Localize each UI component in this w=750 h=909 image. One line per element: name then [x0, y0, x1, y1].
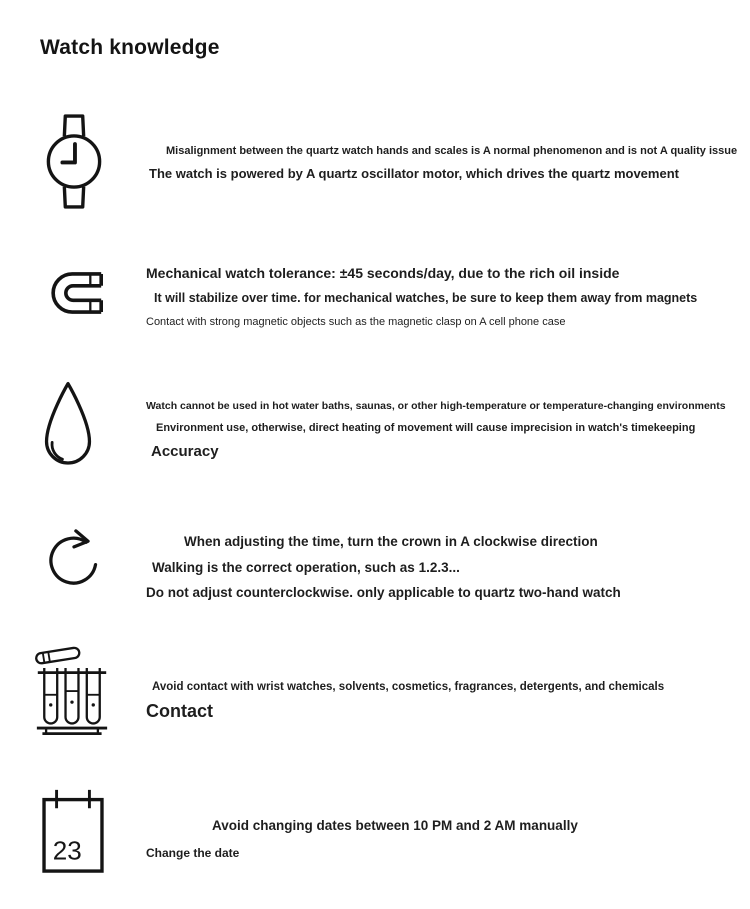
crown-text-block	[146, 524, 732, 602]
date-change-warning: Avoid changing dates between 10 PM and 2 AM manually	[212, 818, 578, 833]
tolerance-note: Mechanical watch tolerance: ±45 seconds/day, due to the rich oil inside	[146, 265, 620, 281]
water-drop-icon	[40, 380, 96, 475]
contact-heading: Contact	[146, 701, 213, 722]
calendar-icon	[42, 788, 104, 873]
quartz-text-block	[146, 113, 738, 182]
date-text-block	[146, 788, 732, 861]
calendar-day-number: 23	[52, 835, 82, 866]
heating-note: Environment use, otherwise, direct heating of movement will cause imprecision in watch's timekeeping	[156, 422, 696, 435]
section-magnetism	[0, 263, 750, 330]
test-tubes-icon	[35, 643, 109, 741]
magnetic-objects-note: Contact with strong magnetic objects such as the magnetic clasp on A cell phone case	[146, 316, 566, 329]
change-date-label: Change the date	[146, 845, 240, 860]
section-date-change	[0, 788, 750, 866]
avoid-chemicals-note: Avoid contact with wrist watches, solvents, cosmetics, fragrances, detergents, and chemicals	[152, 681, 665, 693]
hot-water-note: Watch cannot be used in hot water baths, saunas, or other high-temperature or temperature-changing environments	[146, 400, 726, 412]
wristwatch-icon	[45, 113, 103, 210]
walking-note: Walking is the correct operation, such as 1.2.3...	[152, 559, 460, 575]
counterclockwise-note: Do not adjust counterclockwise. only applicable to quartz two-hand watch	[146, 584, 621, 600]
chemicals-text-block	[146, 643, 732, 723]
quartz-movement-note: The watch is powered by A quartz oscillator motor, which drives the quartz movement	[149, 165, 679, 181]
section-temperature	[0, 380, 750, 462]
section-quartz-movement	[0, 113, 750, 182]
temperature-text-block	[146, 380, 732, 462]
magnet-icon	[45, 267, 103, 319]
page-title: Watch knowledge	[40, 36, 220, 59]
section-crown-adjustment	[0, 524, 750, 602]
clockwise-arrow-icon	[45, 527, 103, 591]
stabilize-note: It will stabilize over time. for mechanical watches, be sure to keep them away from magnets	[154, 290, 698, 305]
accuracy-heading: Accuracy	[151, 442, 219, 460]
clockwise-note: When adjusting the time, turn the crown in A clockwise direction	[184, 534, 598, 549]
magnetism-text-block	[146, 263, 732, 330]
section-chemicals	[0, 643, 750, 723]
quartz-misalignment-note: Misalignment between the quartz watch hands and scales is A normal phenomenon and is not A quality issue	[166, 145, 738, 157]
